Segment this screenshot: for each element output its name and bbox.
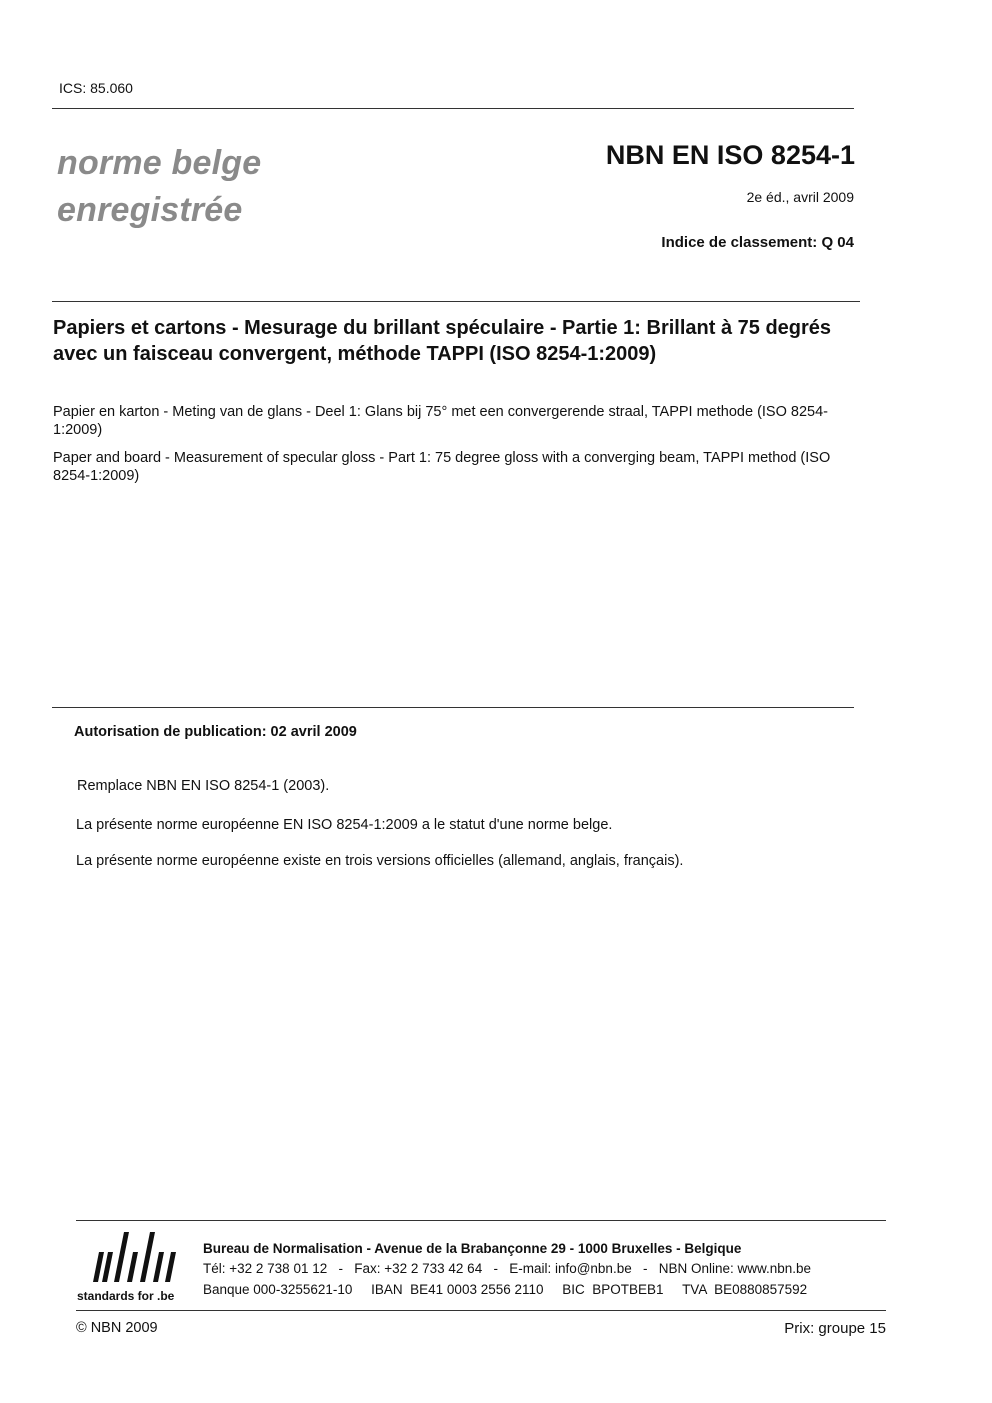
title-divider: [52, 301, 860, 302]
price-group: Prix: groupe 15: [784, 1320, 886, 1337]
footer-address: Bureau de Normalisation - Avenue de la Brabançonne 29 - 1000 Bruxelles - Belgique: [203, 1241, 742, 1256]
publication-authorisation: Autorisation de publication: 02 avril 2009: [74, 724, 357, 740]
note-replaces: Remplace NBN EN ISO 8254-1 (2003).: [77, 778, 330, 794]
label-norme-belge: norme belge: [57, 144, 262, 182]
publication-divider: [52, 707, 854, 708]
title-dutch: Papier en karton - Meting van de glans - Deel 1: Glans bij 75° met een convergerende straal, TAPPI methode (ISO 8254-1:2009): [53, 404, 828, 438]
footer-divider: [76, 1220, 886, 1221]
footer-bank-details: Banque 000-3255621-10 IBAN BE41 0003 2556 2110 BIC BPOTBEB1 TVA BE0880857592: [203, 1282, 808, 1297]
classification-index: Indice de classement: Q 04: [661, 234, 854, 251]
label-enregistree: enregistrée: [57, 191, 243, 229]
title-french: Papiers et cartons - Mesurage du brillant spéculaire - Partie 1: Brillant à 75 degrés avec un faisceau convergent, méthode TAPPI (ISO 8254-1:2009): [53, 317, 832, 365]
logo-tagline: standards for .be: [77, 1289, 175, 1303]
note-versions: La présente norme européenne existe en trois versions officielles (allemand, anglais, français).: [76, 853, 684, 869]
standard-number: NBN EN ISO 8254-1: [605, 140, 855, 170]
note-status: La présente norme européenne EN ISO 8254-1:2009 a le statut d'une norme belge.: [76, 817, 613, 833]
edition-date: 2e éd., avril 2009: [746, 189, 854, 205]
bottom-divider: [76, 1310, 886, 1311]
title-english: Paper and board - Measurement of specular gloss - Part 1: 75 degree gloss with a converging beam, TAPPI method (ISO 8254-1:2009): [53, 450, 831, 484]
ics-code: ICS: 85.060: [59, 80, 133, 96]
copyright: © NBN 2009: [76, 1320, 158, 1336]
header-divider: [52, 108, 854, 109]
footer-contact: Tél: +32 2 738 01 12 - Fax: +32 2 733 42 64 - E-mail: info@nbn.be - NBN Online: www.nbn.be: [203, 1261, 812, 1276]
